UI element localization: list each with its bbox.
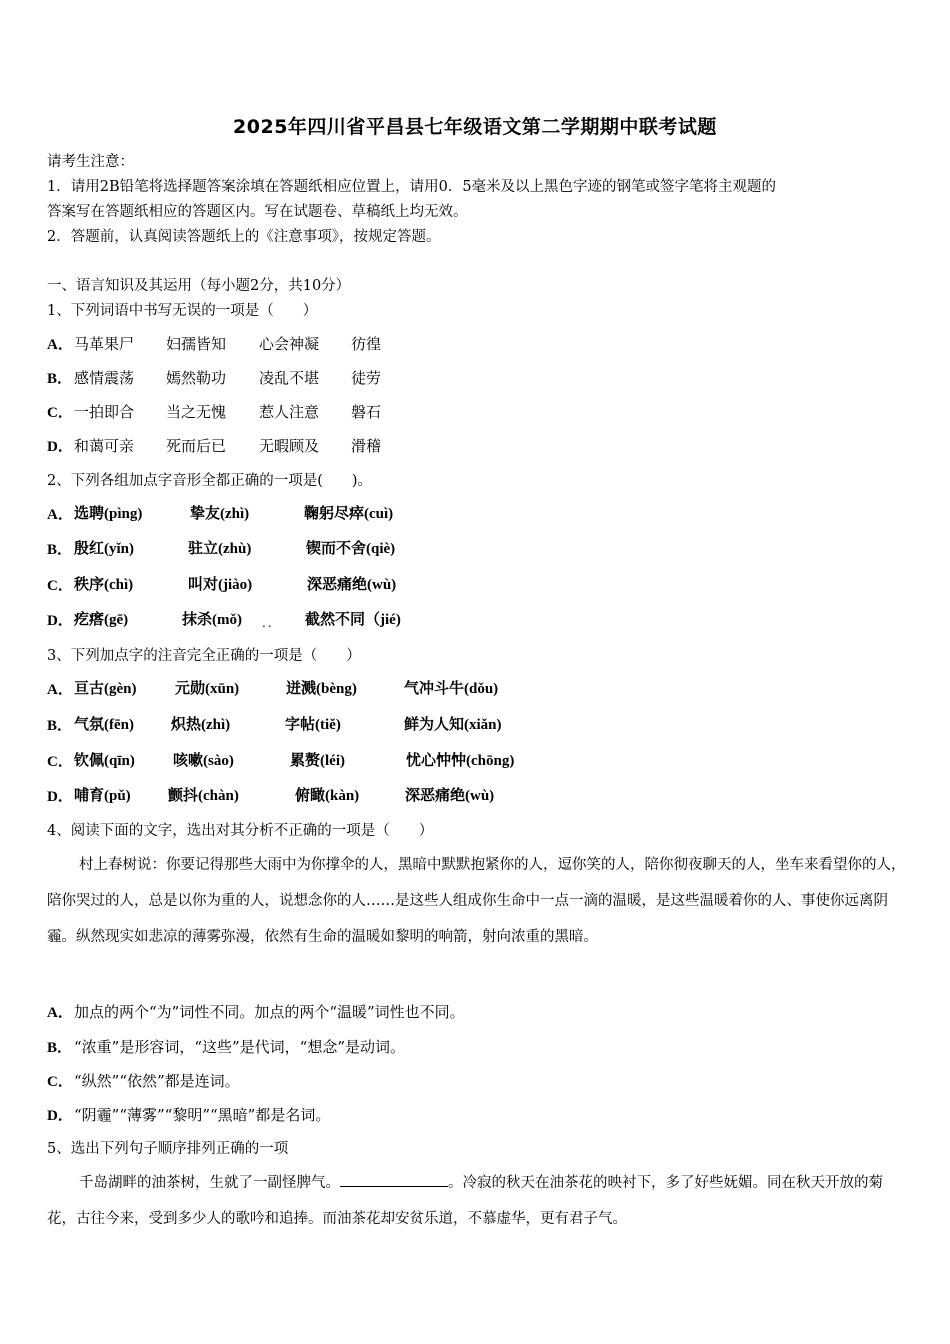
option-word: 忧心忡忡(chōng) bbox=[406, 753, 515, 769]
option-word: 无暇顾及 bbox=[259, 437, 320, 455]
option-text: “阴霾”“薄雾”“黎明”“黑暗”都是名词。 bbox=[74, 1106, 331, 1124]
option-word: 气氛(fēn) bbox=[74, 717, 134, 733]
option-label: D． bbox=[47, 439, 73, 455]
option-word: 一拍即合 bbox=[74, 403, 135, 421]
option-word: 鞠躬尽瘁(cuì) bbox=[304, 506, 394, 522]
option-label: C． bbox=[47, 754, 73, 770]
option-label: C． bbox=[47, 1074, 73, 1090]
option-word: 疙瘩(gē) bbox=[74, 612, 129, 628]
option-label: A． bbox=[47, 682, 73, 698]
q1-option-a bbox=[47, 333, 382, 356]
option-label: B． bbox=[47, 1040, 73, 1056]
option-word: 秩序(chì) bbox=[74, 577, 134, 593]
option-label: A． bbox=[47, 337, 73, 353]
option-text: “纵然”“依然”都是连词。 bbox=[74, 1072, 240, 1090]
option-word: 惹人注意 bbox=[259, 403, 320, 421]
option-label: C． bbox=[47, 578, 73, 594]
option-word: 嫣然勒功 bbox=[166, 369, 227, 387]
option-label: D． bbox=[47, 789, 73, 805]
section-heading: 一、语言知识及其运用（每小题2分，共10分） bbox=[47, 278, 351, 294]
option-label: D． bbox=[47, 613, 73, 629]
option-label: B． bbox=[47, 542, 73, 558]
option-label: D． bbox=[47, 1108, 73, 1124]
option-text: “浓重”是形容词，“这些”是代词，“想念”是动词。 bbox=[74, 1038, 406, 1056]
notice-heading: 请考生注意： bbox=[47, 154, 134, 170]
option-word: 字帖(tiě) bbox=[285, 717, 341, 733]
option-word: 妇孺皆知 bbox=[166, 335, 227, 353]
option-word: 挚友(zhì) bbox=[190, 506, 250, 522]
option-word: 俯瞰(kàn) bbox=[295, 788, 360, 804]
q3-option-c bbox=[47, 750, 515, 773]
option-word: 选聘(pìng) bbox=[74, 506, 143, 522]
option-word: 凌乱不堪 bbox=[259, 369, 320, 387]
option-word: 彷徨 bbox=[351, 335, 382, 353]
passage-text: 村上春树说：你要记得那些大雨中为你撑伞的人，黑暗中默默抱紧你的人，逗你笑的人，陪你彻夜聊天的人，坐车来看望你的人，陪你哭过的人，总是以你为重的人，说想念你的人……是这些人组成你生命中一点一滴的温暖，是这些温暖着你的人、事使你远离阴霾。纵然现实如悲凉的薄雾弥漫，依然有生命的温暖如黎明的响箭，射向浓重的黑暗。 bbox=[47, 857, 906, 945]
option-word: 迸溅(bèng) bbox=[286, 681, 357, 697]
option-word: 元勋(xūn) bbox=[175, 681, 240, 697]
option-label: B． bbox=[47, 371, 73, 387]
option-word: 深恶痛绝(wù) bbox=[405, 788, 495, 804]
option-word: 抹杀(mǒ) bbox=[182, 612, 242, 628]
option-label: A． bbox=[47, 507, 73, 523]
notice-item: 1．请用2B铅笔将选择题答案涂填在答题纸相应位置上，请用0．5毫米及以上黑色字迹的钢笔或签字笔将主观题的 bbox=[47, 179, 777, 195]
q1-option-c bbox=[47, 401, 382, 424]
option-word: 炽热(zhì) bbox=[171, 717, 231, 733]
option-word: 锲而不舍(qiè) bbox=[306, 541, 396, 557]
q3-option-b bbox=[47, 714, 502, 737]
option-word: 感情震荡 bbox=[74, 369, 135, 387]
option-word: 磐石 bbox=[351, 403, 382, 421]
option-text: 加点的两个“为”词性不同。加点的两个“温暖”词性也不同。 bbox=[74, 1003, 465, 1021]
q3-option-d bbox=[47, 785, 495, 808]
option-word: 马革果尸 bbox=[74, 335, 135, 353]
option-word: 累赘(léi) bbox=[290, 753, 345, 769]
q4-option-c bbox=[47, 1070, 240, 1093]
notice-item: 2．答题前，认真阅读答题纸上的《注意事项》，按规定答题。 bbox=[47, 229, 441, 245]
q2-option-b bbox=[47, 538, 396, 561]
option-word: 气冲斗牛(dǒu) bbox=[404, 681, 499, 697]
emphasis-dots: .. bbox=[262, 616, 274, 630]
notice-item: 答案写在答题纸相应的答题区内。写在试题卷、草稿纸上均无效。 bbox=[47, 204, 468, 220]
q1-option-b bbox=[47, 367, 382, 390]
option-word: 叫对(jiào) bbox=[188, 577, 253, 593]
q4-passage bbox=[47, 847, 909, 955]
option-label: C． bbox=[47, 405, 73, 421]
option-word: 截然不同（jié) bbox=[305, 612, 401, 628]
passage-text: 千岛湖畔的油茶树，生就了一副怪脾气。 bbox=[79, 1175, 340, 1191]
option-word: 深恶痛绝(wù) bbox=[307, 577, 397, 593]
q5-passage bbox=[47, 1165, 909, 1237]
page-title: 2025年四川省平昌县七年级语文第二学期期中联考试题 bbox=[233, 116, 717, 138]
question-1-stem: 1、下列词语中书写无误的一项是（ ） bbox=[47, 303, 318, 319]
question-2-stem: 2、下列各组加点字音形全都正确的一项是( )。 bbox=[47, 473, 373, 489]
option-word: 钦佩(qīn) bbox=[74, 753, 135, 769]
q2-option-a bbox=[47, 503, 394, 526]
option-word: 和蔼可亲 bbox=[74, 437, 135, 455]
option-word: 咳嗽(sào) bbox=[173, 753, 234, 769]
passage-text: 。冷寂的秋天在油茶花的映衬下，多了好些妩媚。同在秋天开放的菊花，古往今来，受到多少人的歌吟和追捧。而油茶花却安贫乐道，不慕虚华，更有君子气。 bbox=[47, 1175, 883, 1227]
option-label: A． bbox=[47, 1005, 73, 1021]
q4-option-d bbox=[47, 1104, 330, 1127]
option-word: 哺育(pǔ) bbox=[74, 788, 131, 804]
option-word: 驻立(zhù) bbox=[188, 541, 252, 557]
option-label: B． bbox=[47, 718, 73, 734]
q1-option-d bbox=[47, 435, 382, 458]
q2-option-c bbox=[47, 574, 397, 597]
fill-in-blank bbox=[340, 1172, 448, 1187]
question-5-stem: 5、选出下列句子顺序排列正确的一项 bbox=[47, 1141, 289, 1157]
option-word: 殷红(yǐn) bbox=[74, 541, 135, 557]
q3-option-a bbox=[47, 678, 499, 701]
q2-option-d bbox=[47, 609, 401, 632]
option-word: 徒劳 bbox=[351, 369, 382, 387]
q4-option-b bbox=[47, 1036, 405, 1059]
q4-option-a bbox=[47, 1001, 465, 1024]
option-word: 当之无愧 bbox=[166, 403, 227, 421]
option-word: 滑稽 bbox=[351, 437, 382, 455]
option-word: 死而后已 bbox=[166, 437, 227, 455]
option-word: 心会神凝 bbox=[259, 335, 320, 353]
option-word: 鲜为人知(xiǎn) bbox=[404, 717, 502, 733]
option-word: 颤抖(chàn) bbox=[168, 788, 239, 804]
option-word: 亘古(gèn) bbox=[74, 681, 137, 697]
question-3-stem: 3、下列加点字的注音完全正确的一项是（ ） bbox=[47, 648, 361, 664]
question-4-stem: 4、阅读下面的文字，选出对其分析不正确的一项是（ ） bbox=[47, 823, 434, 839]
